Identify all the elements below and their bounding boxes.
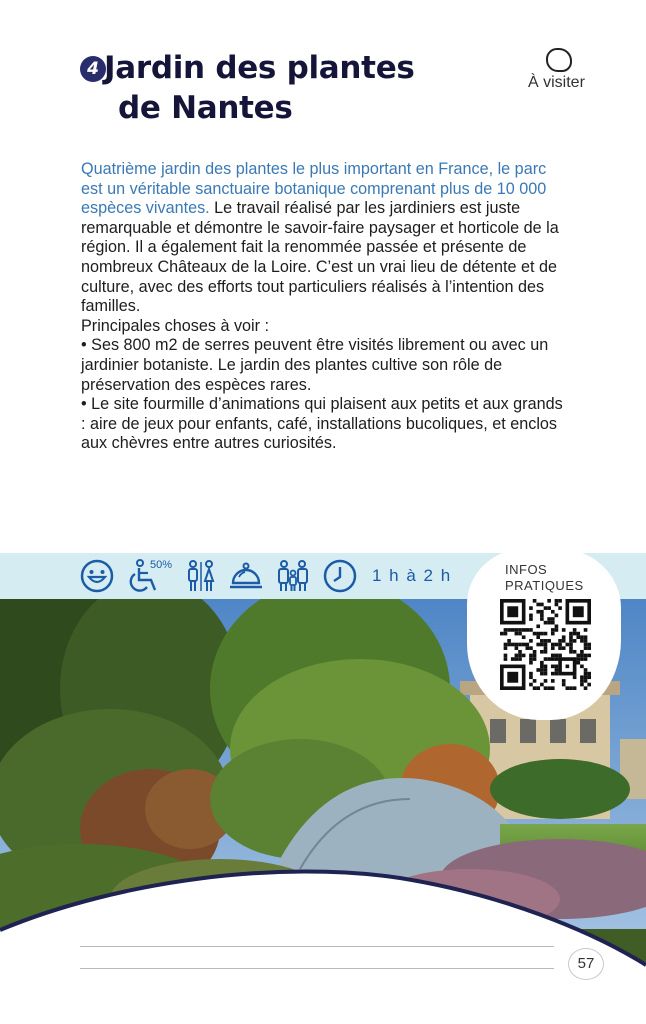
clock-icon — [323, 559, 357, 593]
accessibility-percent: 50% — [150, 559, 173, 571]
description-text: Le travail réalisé par les jardiniers est juste remarquable et démontre le savoir-faire paysager et horticole de la région. Il a également fait la renommée passée et présente de nombreux Châteaux de la Loire. C’est un vrai lieu de détente et de culture, avec des efforts tout particuliers réalisés à l’intention des familles. — [81, 199, 559, 316]
page-number: 57 — [568, 948, 604, 980]
footer-rule — [80, 946, 554, 947]
speech-bubble-icon — [546, 48, 572, 72]
title-line-2: de Nantes — [118, 90, 293, 126]
description-paragraph — [81, 160, 571, 317]
footer-rule — [80, 968, 554, 969]
title-line-1: Jardin des plantes — [104, 50, 415, 86]
food-cloche-icon — [229, 561, 263, 591]
toilets-icon — [186, 559, 216, 593]
smiley-icon — [80, 559, 114, 593]
category-label: À visiter — [528, 74, 585, 91]
description — [81, 160, 571, 454]
qr-code[interactable] — [500, 599, 591, 690]
page-title — [104, 48, 464, 128]
wheelchair-icon — [127, 558, 173, 594]
infos-label-line-1: INFOS — [505, 562, 548, 577]
family-icon — [276, 559, 310, 593]
list-intro: Principales choses à voir : — [81, 316, 270, 335]
list-item: • Ses 800 m2 de serres peuvent être visités librement ou avec un jardinier botaniste. Le jardin des plantes cultive son rôle de préservation des espèces rares. — [81, 336, 549, 394]
entry-number-badge: 4 — [80, 56, 106, 82]
info-icons-row — [80, 556, 452, 596]
page-bottom-curve — [0, 860, 646, 1024]
infos-label-line-2: PRATIQUES — [505, 578, 584, 593]
visit-duration: 1 h à 2 h — [372, 566, 452, 585]
description-highlight: Quatrième jardin des plantes le plus important en France, le parc est un véritable sanctuaire botanique comprenant plus de 10 000 espèces vivantes. — [81, 160, 547, 218]
infos-pratiques-label — [505, 562, 584, 594]
list-item: • Le site fourmille d’animations qui plaisent aux petits et aux grands : aire de jeux pour enfants, café, installations bucoliques, et enclos aux chèvres entre autres curiosités. — [81, 395, 563, 453]
